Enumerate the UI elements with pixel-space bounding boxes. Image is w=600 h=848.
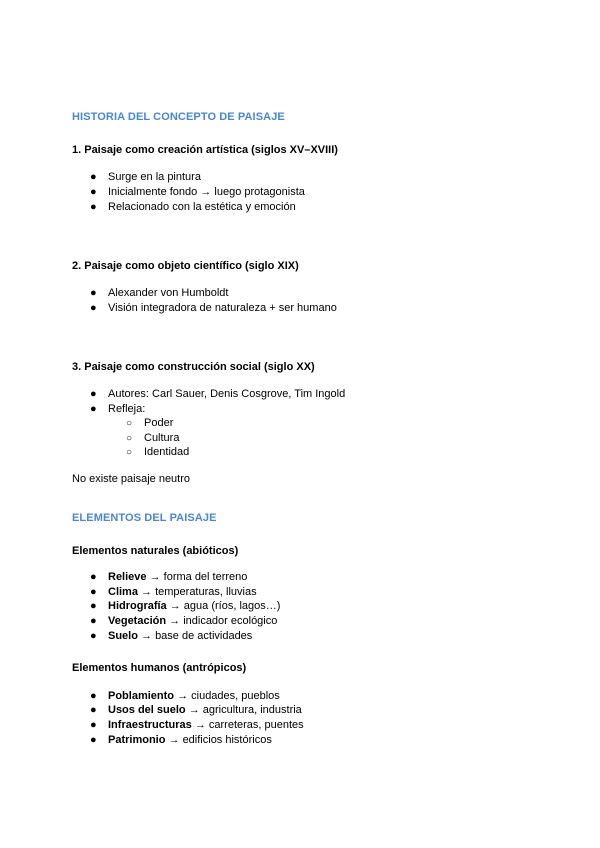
bullet-icon: ● (90, 704, 97, 716)
bullet-icon: ● (90, 615, 97, 627)
list-item: ● Hidrografía → agua (ríos, lagos…) (90, 600, 281, 612)
subheading-social: 3. Paisaje como construcción social (siglo XX) (72, 361, 315, 373)
circle-bullet-icon: ○ (126, 433, 133, 444)
bullet-icon: ● (90, 600, 97, 612)
bullet-icon: ● (90, 586, 97, 598)
section-title-elements: ELEMENTOS DEL PAISAJE (72, 512, 217, 524)
subheading-artistic: 1. Paisaje como creación artística (siglos XV–XVIII) (72, 144, 338, 156)
sublist-item: ○ Cultura (126, 432, 180, 444)
note-text: No existe paisaje neutro (72, 473, 191, 485)
bullet-icon: ● (90, 719, 97, 731)
list-item: ● Clima → temperaturas, lluvias (90, 586, 257, 598)
sublist-item: ○ Poder (126, 417, 174, 429)
list-item: ● Autores: Carl Sauer, Denis Cosgrove, Tim Ingold (90, 388, 346, 400)
list-item: ● Infraestructuras → carreteras, puentes (90, 719, 304, 731)
bullet-icon: ● (90, 734, 97, 746)
circle-bullet-icon: ○ (126, 447, 133, 458)
section-title-history: HISTORIA DEL CONCEPTO DE PAISAJE (72, 111, 285, 123)
subheading-scientific: 2. Paisaje como objeto científico (siglo XIX) (72, 260, 299, 272)
list-item: ● Alexander von Humboldt (90, 287, 229, 299)
list-item: ● Poblamiento → ciudades, pueblos (90, 690, 280, 702)
list-item: ● Surge en la pintura (90, 171, 201, 183)
circle-bullet-icon: ○ (126, 418, 133, 429)
bullet-icon: ● (90, 287, 97, 299)
list-item: ● Inicialmente fondo → luego protagonista (90, 186, 305, 198)
list-item: ● Vegetación → indicador ecológico (90, 615, 278, 627)
bullet-icon: ● (90, 690, 97, 702)
list-item: ● Refleja: (90, 403, 146, 415)
bullet-icon: ● (90, 186, 97, 198)
sublist-item: ○ Identidad (126, 446, 190, 458)
list-item: ● Suelo → base de actividades (90, 630, 253, 642)
bullet-icon: ● (90, 403, 97, 415)
list-item: ● Patrimonio → edificios históricos (90, 734, 272, 746)
bullet-icon: ● (90, 571, 97, 583)
list-item: ● Relacionado con la estética y emoción (90, 201, 296, 213)
bullet-icon: ● (90, 630, 97, 642)
bullet-icon: ● (90, 171, 97, 183)
bullet-icon: ● (90, 388, 97, 400)
subheading-human: Elementos humanos (antrópicos) (72, 662, 247, 674)
subheading-natural: Elementos naturales (abióticos) (72, 545, 239, 557)
bullet-icon: ● (90, 302, 97, 314)
list-item: ● Visión integradora de naturaleza + ser humano (90, 302, 337, 314)
bullet-icon: ● (90, 201, 97, 213)
list-item: ● Usos del suelo → agricultura, industria (90, 704, 302, 716)
list-item: ● Relieve → forma del terreno (90, 571, 248, 583)
